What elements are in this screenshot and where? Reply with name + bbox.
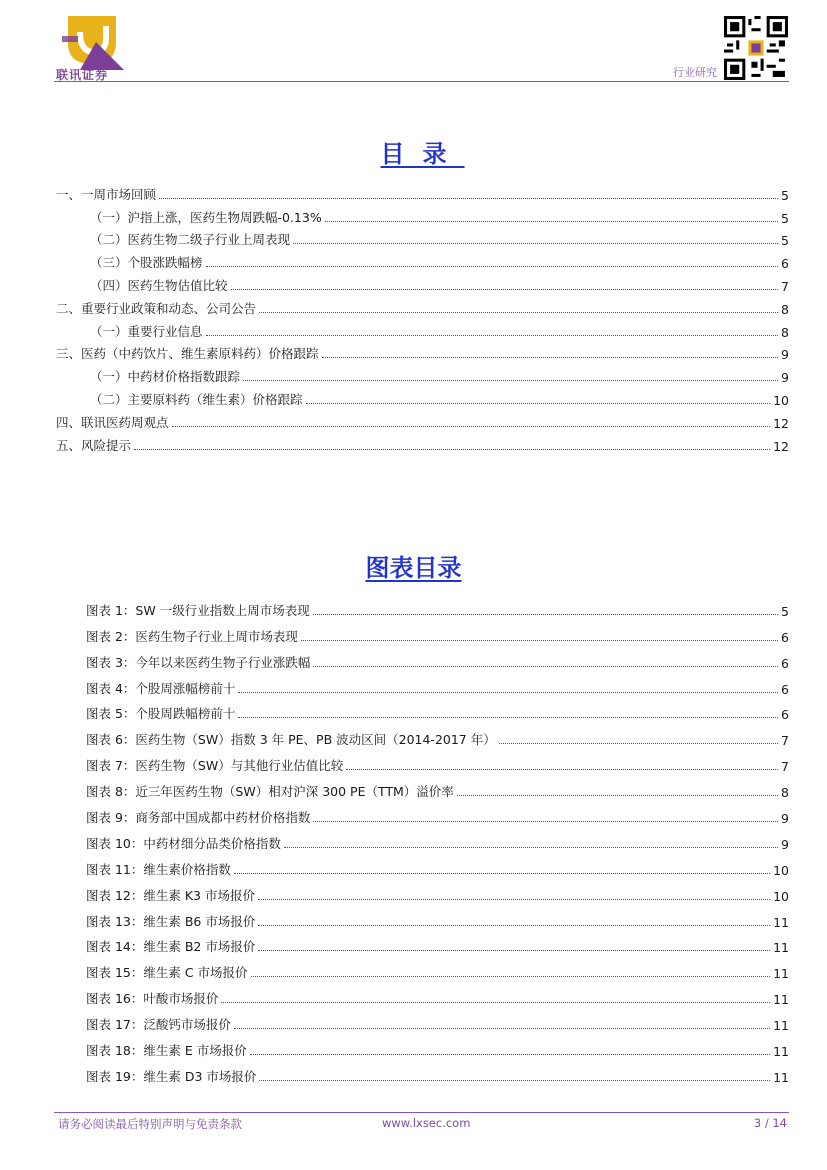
dot-leader xyxy=(234,873,770,874)
toc-entry-text: （三）个股涨跌幅榜 xyxy=(90,255,203,271)
footer-disclaimer[interactable]: 请务必阅读最后特别声明与免责条款 xyxy=(58,1117,242,1131)
dot-leader xyxy=(221,1002,770,1003)
toc-entry-text: 三、医药（中药饮片、维生素原料药）价格跟踪 xyxy=(56,346,319,362)
figure-entry[interactable] xyxy=(86,722,789,748)
toc-entry-text: 二、重要行业政策和动态、公司公告 xyxy=(56,300,257,316)
figure-entry-text: 图表 4：个股周涨幅榜前十 xyxy=(86,680,236,696)
figure-entry-text: 图表 16：叶酸市场报价 xyxy=(86,991,219,1007)
dot-leader xyxy=(293,243,778,244)
figure-entry[interactable] xyxy=(86,1007,789,1033)
toc-entry-text: （一）沪指上涨，医药生物周跌幅-0.13% xyxy=(90,209,322,225)
figure-entry-text: 图表 18：维生素 E 市场报价 xyxy=(86,1043,247,1059)
figure-entry-text: 图表 5：个股周跌幅榜前十 xyxy=(86,706,236,722)
dot-leader xyxy=(250,1054,770,1055)
toc-entry-text: （四）医药生物估值比较 xyxy=(90,277,228,293)
figure-entry-page: 8 xyxy=(781,785,789,801)
page-header xyxy=(0,0,827,90)
toc-entry-page: 5 xyxy=(781,187,789,203)
figure-entry-text: 图表 1：SW 一级行业指数上周市场表现 xyxy=(86,602,310,618)
dot-leader xyxy=(159,198,778,199)
toc-entry-page: 8 xyxy=(781,324,789,340)
toc-entry-page: 8 xyxy=(781,301,789,317)
toc-entry-text: （二）主要原料药（维生素）价格跟踪 xyxy=(90,391,303,407)
figure-entry-text: 图表 11：维生素价格指数 xyxy=(86,861,231,877)
figure-entry-page: 6 xyxy=(781,655,789,671)
figure-entry-text: 图表 17：泛酸钙市场报价 xyxy=(86,1017,231,1033)
toc-entry[interactable] xyxy=(56,248,789,271)
toc-entry-page: 9 xyxy=(781,370,789,386)
toc-entry-text: （一）中药材价格指数跟踪 xyxy=(90,369,241,385)
figure-entry-page: 9 xyxy=(781,811,789,827)
figure-entry[interactable] xyxy=(86,904,789,930)
toc-entry-text: （二）医药生物二级子行业上周表现 xyxy=(90,232,291,248)
dot-leader xyxy=(284,847,778,848)
toc-entry[interactable] xyxy=(56,362,789,385)
toc-list xyxy=(56,180,789,454)
toc-entry[interactable] xyxy=(56,340,789,363)
figure-entry[interactable] xyxy=(86,671,789,697)
toc-entry[interactable] xyxy=(56,203,789,226)
figure-entry-page: 6 xyxy=(781,629,789,645)
toc-entry-page: 12 xyxy=(773,415,789,431)
figure-entry-text: 图表 2：医药生物子行业上周市场表现 xyxy=(86,628,298,644)
company-logo-icon xyxy=(58,12,128,70)
toc-entry[interactable] xyxy=(56,180,789,203)
figure-entry[interactable] xyxy=(86,930,789,956)
toc-entry-page: 7 xyxy=(781,278,789,294)
company-name: 联讯证券 xyxy=(56,68,109,82)
figure-entry-text: 图表 9：商务部中国成都中药材价格指数 xyxy=(86,810,311,826)
figure-entry-text: 图表 8：近三年医药生物（SW）相对沪深 300 PE（TTM）溢价率 xyxy=(86,784,454,800)
dot-leader xyxy=(313,666,778,667)
dot-leader xyxy=(346,769,778,770)
dot-leader xyxy=(258,925,770,926)
figure-entry-text: 图表 3：今年以来医药生物子行业涨跌幅 xyxy=(86,654,311,670)
figure-entry[interactable] xyxy=(86,826,789,852)
dot-leader xyxy=(313,614,778,615)
dot-leader xyxy=(234,1028,770,1029)
figure-entry[interactable] xyxy=(86,645,789,671)
figure-entry-page: 11 xyxy=(773,966,789,982)
figure-entry-page: 10 xyxy=(773,888,789,904)
figure-entry-page: 11 xyxy=(773,940,789,956)
toc-entry[interactable] xyxy=(56,385,789,408)
dot-leader xyxy=(306,403,771,404)
figure-entry[interactable] xyxy=(86,1059,789,1085)
toc-entry[interactable] xyxy=(56,317,789,340)
toc-entry-text: 五、风险提示 xyxy=(56,437,132,453)
figure-entry-page: 9 xyxy=(781,836,789,852)
dot-leader xyxy=(238,717,778,718)
figure-entry-page: 10 xyxy=(773,862,789,878)
dot-leader xyxy=(325,221,778,222)
figure-entry-page: 11 xyxy=(773,1044,789,1060)
toc-entry[interactable] xyxy=(56,431,789,454)
figure-entry-text: 图表 15：维生素 C 市场报价 xyxy=(86,965,248,981)
dot-leader xyxy=(301,640,778,641)
section-label: 行业研究 xyxy=(673,66,717,79)
toc-entry-text: 四、联讯医药周观点 xyxy=(56,414,169,430)
dot-leader xyxy=(238,692,778,693)
toc-entry-text: 一、一周市场回顾 xyxy=(56,186,157,202)
figure-entry-page: 11 xyxy=(773,1018,789,1034)
figure-entry-text: 图表 14：维生素 B2 市场报价 xyxy=(86,939,256,955)
figure-entry[interactable] xyxy=(86,697,789,723)
figure-entry[interactable] xyxy=(86,1033,789,1059)
figure-entry[interactable] xyxy=(86,748,789,774)
header-divider xyxy=(54,81,789,82)
toc-entry-text: （一）重要行业信息 xyxy=(90,323,203,339)
figure-entry[interactable] xyxy=(86,852,789,878)
dot-leader xyxy=(259,1080,770,1081)
figure-entry-page: 11 xyxy=(773,1069,789,1085)
figure-entry[interactable] xyxy=(86,774,789,800)
dot-leader xyxy=(206,266,779,267)
toc-entry[interactable] xyxy=(56,294,789,317)
figure-entry-text: 图表 6：医药生物（SW）指数 3 年 PE、PB 波动区间（2014-2017 年） xyxy=(86,732,496,748)
dot-leader xyxy=(251,976,771,977)
toc-entry-page: 5 xyxy=(781,233,789,249)
figure-entry-text: 图表 7：医药生物（SW）与其他行业估值比较 xyxy=(86,758,344,774)
figure-entry-page: 5 xyxy=(781,603,789,619)
figure-entry[interactable] xyxy=(86,619,789,645)
dot-leader xyxy=(258,950,770,951)
figure-entry[interactable] xyxy=(86,878,789,904)
figure-entry[interactable] xyxy=(86,981,789,1007)
figure-entry-page: 7 xyxy=(781,733,789,749)
toc-entry-page: 9 xyxy=(781,347,789,363)
figure-entry-page: 7 xyxy=(781,759,789,775)
dot-leader xyxy=(457,795,778,796)
dot-leader xyxy=(313,821,778,822)
footer-website[interactable]: www.lxsec.com xyxy=(382,1116,471,1130)
dot-leader xyxy=(259,312,778,313)
toc-entry-page: 5 xyxy=(781,210,789,226)
figure-entry-text: 图表 12：维生素 K3 市场报价 xyxy=(86,887,255,903)
toc-entry-page: 10 xyxy=(773,392,789,408)
figure-list-title: 图表目录 xyxy=(365,554,462,582)
figure-entry-text: 图表 10：中药材细分品类价格指数 xyxy=(86,835,281,851)
figure-entry-page: 6 xyxy=(781,681,789,697)
figure-entry[interactable] xyxy=(86,800,789,826)
dot-leader xyxy=(206,335,779,336)
dot-leader xyxy=(243,380,778,381)
dot-leader xyxy=(231,289,779,290)
qr-code-icon xyxy=(724,16,788,80)
figure-entry-text: 图表 13：维生素 B6 市场报价 xyxy=(86,913,256,929)
dot-leader xyxy=(322,357,779,358)
figure-list xyxy=(86,593,789,1085)
footer-page-number: 3 / 14 xyxy=(753,1116,787,1130)
dot-leader xyxy=(499,743,778,744)
toc-entry-page: 12 xyxy=(773,438,789,454)
dot-leader xyxy=(134,449,770,450)
figure-entry-page: 6 xyxy=(781,707,789,723)
figure-entry[interactable] xyxy=(86,593,789,619)
footer-divider xyxy=(54,1112,789,1113)
toc-title: 目录 xyxy=(380,140,465,168)
dot-leader xyxy=(258,899,770,900)
figure-entry-page: 11 xyxy=(773,992,789,1008)
toc-entry[interactable] xyxy=(56,271,789,294)
figure-entry-page: 11 xyxy=(773,914,789,930)
toc-entry[interactable] xyxy=(56,226,789,249)
toc-entry-page: 6 xyxy=(781,256,789,272)
toc-entry[interactable] xyxy=(56,408,789,431)
figure-entry[interactable] xyxy=(86,955,789,981)
dot-leader xyxy=(172,426,771,427)
figure-entry-text: 图表 19：维生素 D3 市场报价 xyxy=(86,1068,257,1084)
